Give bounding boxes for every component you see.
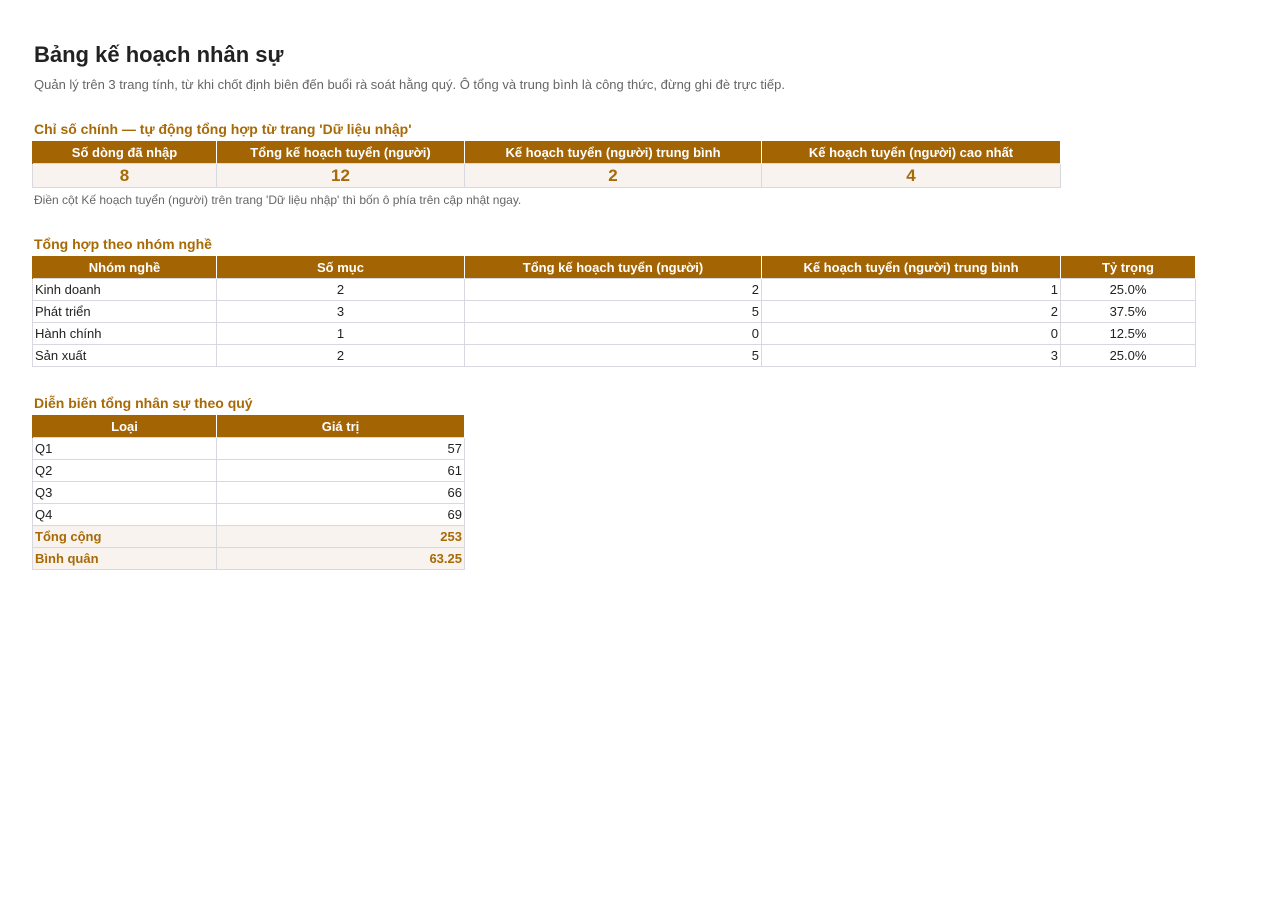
table-row [33,345,1196,367]
table-row [33,279,1196,301]
cell-quarter[interactable]: Q4 [33,504,217,526]
cell-quarter[interactable]: Q3 [33,482,217,504]
cell-total-plan[interactable]: 0 [465,323,762,345]
cell-share[interactable]: 12.5% [1061,323,1196,345]
group-summary-table [32,256,1196,367]
cell-occupation[interactable]: Kinh doanh [33,279,217,301]
cell-value[interactable]: 69 [217,504,465,526]
cell-avg-plan[interactable]: 1 [762,279,1061,301]
quarterly-table [32,415,465,570]
kpi-header-avg-plan[interactable]: Kế hoạch tuyển (người) trung bình [465,141,762,164]
cell-total-value[interactable]: 253 [217,526,465,548]
average-row [33,548,465,570]
quarterly-header-value[interactable]: Giá trị [217,415,465,438]
cell-count[interactable]: 2 [217,345,465,367]
group-header-avg-plan[interactable]: Kế hoạch tuyển (người) trung bình [762,256,1061,279]
cell-quarter[interactable]: Q2 [33,460,217,482]
cell-avg-plan[interactable]: 2 [762,301,1061,323]
group-header-share[interactable]: Tỷ trọng [1061,256,1196,279]
cell-count[interactable]: 1 [217,323,465,345]
kpi-value-total-plan[interactable]: 12 [217,164,465,188]
cell-value[interactable]: 61 [217,460,465,482]
quarterly-section-title: Diễn biến tổng nhân sự theo quý [34,395,253,411]
kpi-header-max-plan[interactable]: Kế hoạch tuyển (người) cao nhất [762,141,1061,164]
cell-count[interactable]: 3 [217,301,465,323]
quarterly-header-row [33,415,465,438]
kpi-value-max-plan[interactable]: 4 [762,164,1061,188]
cell-share[interactable]: 25.0% [1061,279,1196,301]
cell-occupation[interactable]: Hành chính [33,323,217,345]
page-title: Bảng kế hoạch nhân sự [34,42,284,67]
kpi-table [32,141,1061,188]
table-row [33,460,465,482]
quarterly-header-type[interactable]: Loại [33,415,217,438]
cell-average-label[interactable]: Bình quân [33,548,217,570]
cell-average-value[interactable]: 63.25 [217,548,465,570]
kpi-header-row [33,141,1061,164]
page-subtitle: Quản lý trên 3 trang tính, từ khi chốt định biên đến buổi rà soát hằng quý. Ô tổng và trung bình là công thức, đừng ghi đè trực tiếp. [34,77,785,92]
kpi-header-total-plan[interactable]: Tổng kế hoạch tuyển (người) [217,141,465,164]
cell-total-plan[interactable]: 2 [465,279,762,301]
cell-occupation[interactable]: Sản xuất [33,345,217,367]
kpi-value-avg-plan[interactable]: 2 [465,164,762,188]
group-header-occupation[interactable]: Nhóm nghề [33,256,217,279]
cell-avg-plan[interactable]: 0 [762,323,1061,345]
table-row [33,504,465,526]
cell-total-label[interactable]: Tổng cộng [33,526,217,548]
group-header-row [33,256,1196,279]
group-header-total-plan[interactable]: Tổng kế hoạch tuyển (người) [465,256,762,279]
cell-share[interactable]: 25.0% [1061,345,1196,367]
cell-total-plan[interactable]: 5 [465,301,762,323]
kpi-header-rows-entered[interactable]: Số dòng đã nhập [33,141,217,164]
cell-value[interactable]: 57 [217,438,465,460]
group-header-count[interactable]: Số mục [217,256,465,279]
cell-occupation[interactable]: Phát triển [33,301,217,323]
kpi-value-rows-entered[interactable]: 8 [33,164,217,188]
table-row [33,482,465,504]
kpi-note: Điền cột Kế hoạch tuyển (người) trên trang 'Dữ liệu nhập' thì bốn ô phía trên cập nhật ngay. [34,193,522,207]
cell-count[interactable]: 2 [217,279,465,301]
cell-value[interactable]: 66 [217,482,465,504]
group-section-title: Tổng hợp theo nhóm nghề [34,236,212,252]
cell-avg-plan[interactable]: 3 [762,345,1061,367]
kpi-section-title: Chỉ số chính — tự động tổng hợp từ trang 'Dữ liệu nhập' [34,121,412,137]
table-row [33,438,465,460]
total-row [33,526,465,548]
kpi-value-row [33,164,1061,188]
cell-quarter[interactable]: Q1 [33,438,217,460]
cell-total-plan[interactable]: 5 [465,345,762,367]
table-row [33,323,1196,345]
cell-share[interactable]: 37.5% [1061,301,1196,323]
table-row [33,301,1196,323]
